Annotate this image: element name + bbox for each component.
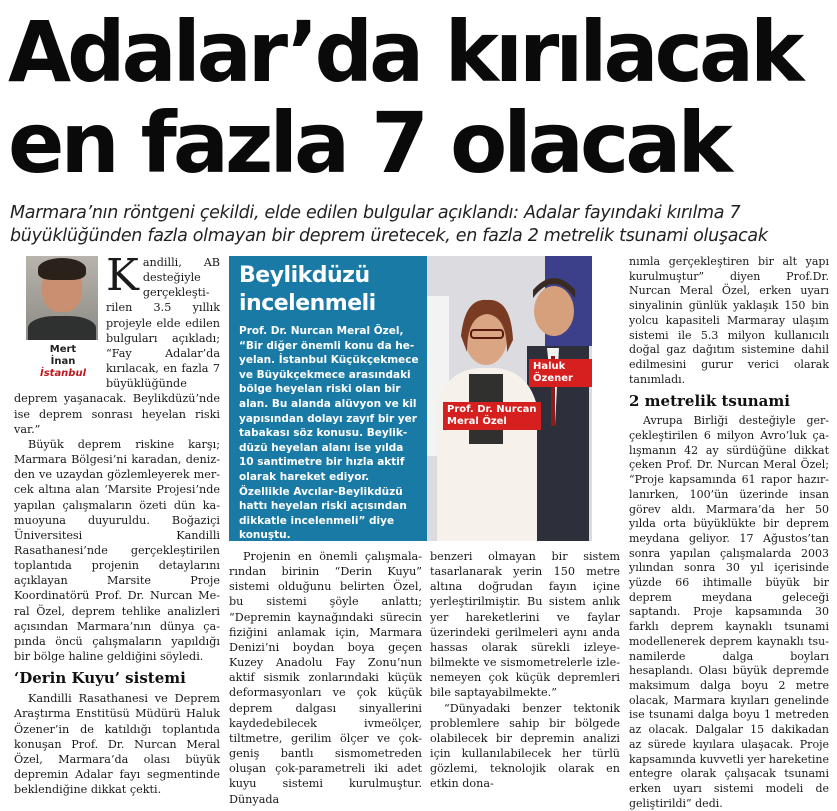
author-city: İstanbul — [39, 368, 87, 379]
box-title — [239, 262, 419, 318]
photo-caption-ozel-line-2: Meral Özel — [447, 416, 507, 427]
photo-caption-ozel — [443, 402, 541, 430]
photo-caption-ozener: Haluk Özener — [529, 359, 592, 387]
article-photo — [427, 256, 592, 541]
article-paragraph: “Dünyadaki benzer tektonik problemlere sahip bir bölgede olabilecek bir depremin analizi için kullanılabilecek her türlü gözlemi, teknolojik olarak en etkin dona- — [430, 701, 620, 791]
dropcap: K — [106, 250, 139, 301]
article-paragraph: Projenin en önemli çalışmalarından birinin “Derin Kuyu” sistemi olduğunu belirten Özel, bu sistemi şöyle anlattı; “Depremin kaynağındaki sürecin fiziğini anlamak için, Marmara Denizi’ni boydan boya geçen Kuzey Anadolu Fay Zonu’nun aktif sismik zonlarındaki küçük deformasyonları ve çok küçük deprem dalgası sinyallerini kaydedebilecek ivmeölçer, tiltmetre, gerilim ölçer ve çok-geniş bantlı sismometreden oluşan çok-parametreli iki adet kuyu sistemi kurulmuştur. Dünyada — [229, 550, 422, 806]
article-paragraph: Kandilli Rasathanesi ve Deprem Araştırma Enstitüsü Müdürü Haluk Özener’in de katıldığı toplantıda konuşan Prof. Dr. Nurcan Meral Özel, Marmara’da olası büyük depremin Adalar fayı segmentinde beklendiğine dikkat çekti. — [14, 692, 220, 797]
box-title-line-2: incelenmeli — [239, 291, 376, 316]
article-column-3 — [430, 549, 620, 792]
headline-line-2: en fazla 7 olacak — [8, 94, 729, 192]
article-column-2 — [229, 549, 422, 807]
box-text: Prof. Dr. Nurcan Meral Özel, “Bir diğer önemli konu da heyelan. İstanbul Küçükçekmece ve Büyükçekmece arasındaki bölge heyelan riski olan bir alan. Bu alanda alüvyon ve kil yapısından dolayı zayıf bir yer tabakası söz konusu. Beylikdüzü heyelan alanı ise yılda 10 santimetre bir hızla aktif olarak hareket ediyor. Özellikle Avcılar-Beylikdüzü hattı heyelan riski açısından dikkatle incelenmeli” diye konuştu. — [239, 325, 419, 542]
article-paragraph: nımla gerçekleştiren bir alt yapı kurulmuştur” diyen Prof.Dr. Nurcan Meral Özel, erken uyarı sinyalinin günlük yaklaşık 150 bin yolcu kapasiteli Marmaray ulaşım sistemi ile 5.3 milyon kullanıcılı doğal gaz dağıtım sistemine dahil edilmesini gurur verici olarak tanımladı. — [629, 255, 829, 386]
section-title-tsunami: 2 metrelik tsunami — [629, 392, 790, 411]
section-title-derin-kuyu: ‘Derin Kuyu’ sistemi — [14, 669, 186, 688]
subheadline: Marmara’nın röntgeni çekildi, elde edilen bulgular açıklandı: Adalar fayındaki kırılma 7 büyüklüğünden fazla olmayan bir deprem üretecek, en fazla 2 metrelik tsunami oluşacak — [10, 203, 768, 246]
author-name-first: Mert — [49, 344, 77, 355]
article-column-1 — [14, 250, 220, 797]
article-paragraph: Büyük deprem riskine karşı; Marmara Bölgesi’ni karadan, denizden ve uzaydan gözlemleyerek mercek altına alan ‘Marsite Projesi’nde yapılan çalışmaların özeti dün kamuoyuna duyuruldu. Boğaziçi Üniversitesi Kandilli Rasathanesi’nde gerçekleştirilen toplantıda projenin detaylarını açıklayan Marsite Proje Koordinatörü Prof. Dr. Nurcan Meral Özel, deprem tehlike analizleri açısından Marmara’nın dünya çapında öncü çalışmaların yapıldığı bir bölge haline geldiğini söyledi. — [14, 437, 220, 664]
photo-illustration — [427, 256, 592, 541]
author-name-last: İnan — [50, 356, 76, 367]
box-title-line-1: Beylikdüzü — [239, 263, 370, 288]
article-intro — [14, 250, 220, 437]
intro-text: andilli, AB desteğiyle gerçekleştirilen 3.5 yıllık projeyle elde edilen bulguları açıkladı; “Fay Adalar’da kırılacak, en fazla 7 büyüklüğünde deprem yaşanacak. Beylikdüzü’nde ise deprem sonrası heyelan riski var.” — [14, 256, 220, 436]
sidebar-box-beylikduzu — [229, 256, 427, 541]
article-paragraph: benzeri olmayan bir sistem tasarlanarak yerin 150 metre altına doğrudan fayın içine yerleştirilmiştir. Bu sistem anlık yer hareketlerini ve faylar üzerindeki gerilmeleri aynı anda hassas olarak sürekli izleyebilmekte ve sismometrelerle izlenemeyen çok küçük depremleri bile saptayabilmekte.” — [430, 550, 620, 700]
photo-caption-ozel-line-1: Prof. Dr. Nurcan — [447, 404, 537, 415]
headline-line-1: Adalar’da kırılacak — [8, 3, 801, 101]
article-column-4 — [629, 255, 829, 811]
article-paragraph: Avrupa Birliği desteğiyle gerçekleştirilen 6 milyon Avro’luk çalışmanın 42 ay sürdüğüne dikkat çeken Prof. Dr. Nurcan Meral Özel; “Proje kapsamında 61 rapor hazırlanırken, 100’ün üzerinde insan görev aldı. Marmara’da her 50 yılda orta büyüklükte bir deprem meydana geliyor. 17 Ağustos’tan sonra yapılan çalışmalarda 2003 yılından sonra 30 yıl içerisinde yüzde 66 ihtimalle büyük bir deprem meydana geleceği saptandı. Proje kapsamında 30 farklı deprem kaynaklı tsunami modellenerek deprem kaynaklı tsunamilerde dalga boyları hesaplandı. Olası büyük depremde maksimum dalga boyu 2 metre olacak, Marmara kıyıları genelinde ise tsunami dalga boyu 1 metreden az olacak. Dalgalar 15 dakikadan az sürede kıyılara ulaşacak. Proje kapsamında kuvvetli yer hareketine entegre olarak çalışacak tsunami erken uyarı sistemi modeli de geliştirildi” dedi. — [629, 414, 829, 810]
